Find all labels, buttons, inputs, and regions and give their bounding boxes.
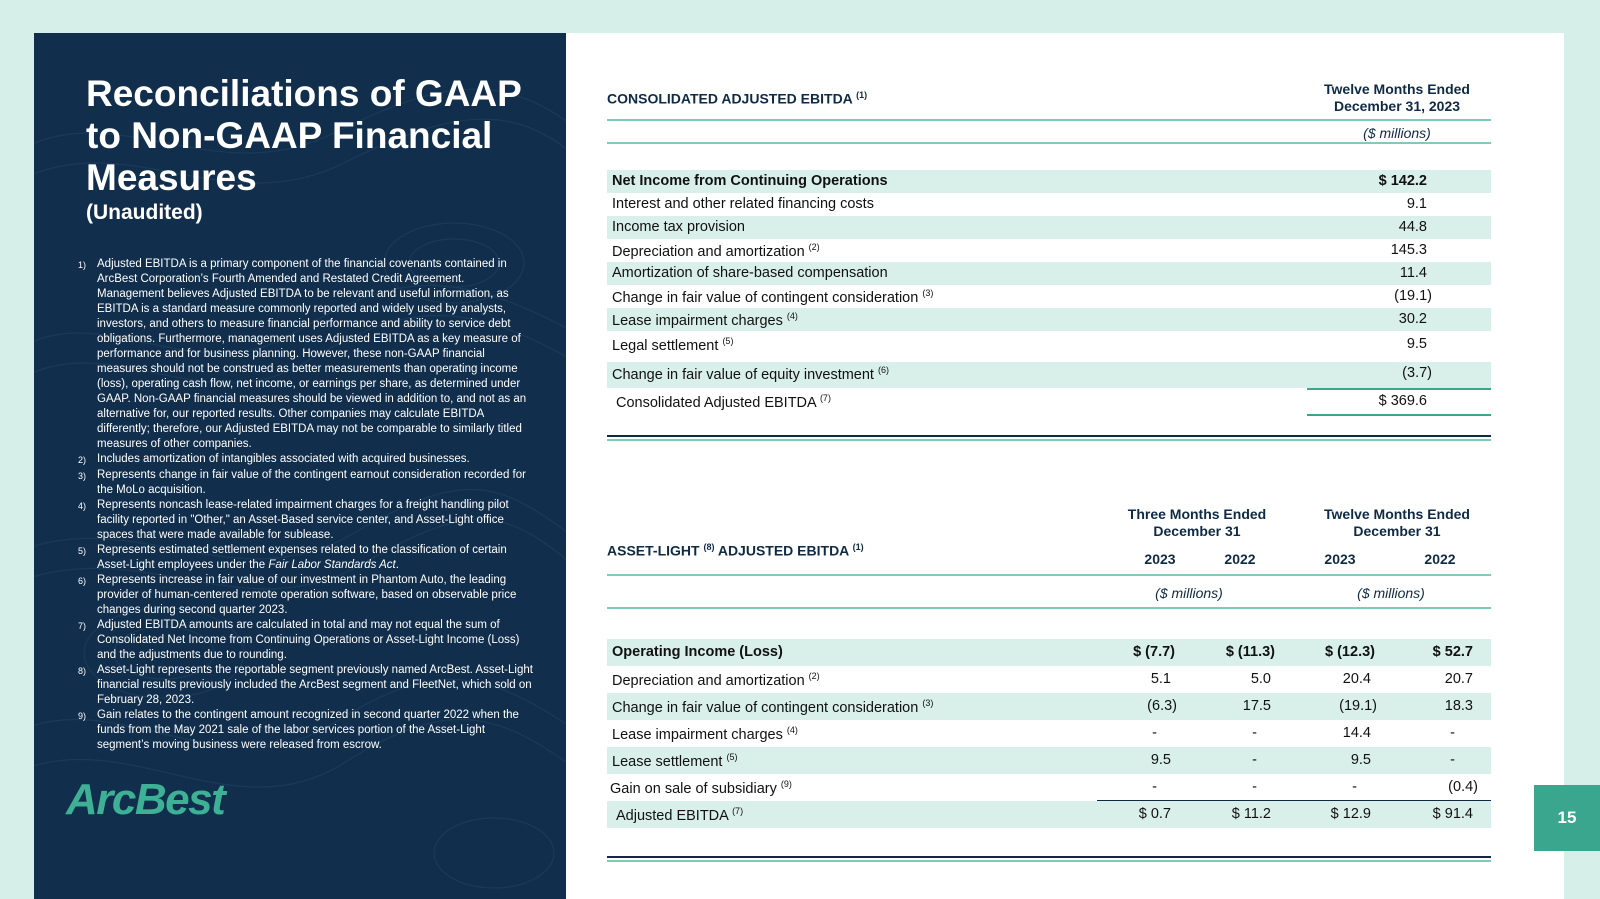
- year-header: 2023: [1324, 551, 1356, 567]
- table-row: Income tax provision 44.8: [607, 216, 1491, 239]
- page-title: Reconciliations of GAAP to Non-GAAP Financial Measures: [86, 73, 522, 198]
- footnote: 3) Represents change in fair value of the contingent earnout consideration recorded for the MoLo acquisition.: [78, 469, 526, 496]
- arcbest-logo: ArcBest: [66, 775, 225, 824]
- footnote: 1) Adjusted EBITDA is a primary component of the financial covenants contained in ArcBest Corporation’s Fourth Amended and Restated Credit Agreement. Management believes Adjusted EBITDA to be relevant and useful information, as EBITDA is a standard measure commonly reported and widely used by analysts, investors, and others to measure financial performance and ability to service debt obligations. Furthermore, management uses Adjusted EBITDA as a key measure of performance and for business planning. However, these non-GAAP financial measures should not be construed as better measurements than operating income (loss), operating cash flow, net income, or earnings per share, as determined under GAAP. Non-GAAP financial measures should be viewed in addition to, and not as an alternative for, our reported results. Other companies may calculate EBITDA differently; therefore, our Adjusted EBITDA may not be comparable to similarly titled measures of other companies.: [78, 258, 527, 450]
- table-row: Lease settlement $^{(5)}$ 9.5 - 9.5 -: [607, 747, 1491, 774]
- table-row: Depreciation and amortization $^{(2)}$ 5.1 5.0 20.4 20.7: [612, 671, 1473, 689]
- table-row: Legal settlement $^{(5)}$ 9.5: [612, 336, 1427, 354]
- table-row: Net Income from Continuing Operations $ 142.2: [607, 170, 1491, 193]
- total-rule: [1307, 414, 1491, 416]
- footnote: 6) Represents increase in fair value of our investment in Phantom Auto, the leading provider of human-centered remote operation software, based on observable price changes during second quarter 2023.: [78, 574, 517, 616]
- table-row: Gain on sale of subsidiary $^{(9)}$ - - - (0.4): [610, 779, 1478, 797]
- slide: [34, 33, 1564, 899]
- section-divider: [607, 439, 1491, 441]
- footnote: 2) Includes amortization of intangibles associated with acquired businesses.: [78, 453, 470, 465]
- table-row: Change in fair value of contingent consideration $^{(3)}$ (19.1): [612, 288, 1432, 306]
- three-months-header: Three Months Ended December 31: [1127, 506, 1267, 539]
- footnote: 9) Gain relates to the contingent amount recognized in second quarter 2022 when the funds from the May 2021 sale of the labor services portion of the Asset-Light segment’s moving business were released from escrow.: [78, 709, 519, 751]
- table-row: Interest and other related financing costs 9.1: [612, 196, 1427, 212]
- table-row: Operating Income (Loss) $ (7.7) $ (11.3) $ (12.3) $ 52.7: [607, 639, 1491, 666]
- year-header: 2022: [1224, 551, 1256, 567]
- left-panel: [34, 33, 566, 899]
- year-header: 2023: [1144, 551, 1176, 567]
- table-row: Lease impairment charges $^{(4)}$ 30.2: [607, 308, 1491, 331]
- divider: [607, 119, 1491, 121]
- table-row: Adjusted EBITDA $^{(7)}$ $ 0.7 $ 11.2 $ 12.9 $ 91.4: [607, 801, 1491, 828]
- section-divider: [607, 856, 1491, 858]
- page-number: 15: [1534, 785, 1600, 851]
- table-row: Depreciation and amortization $^{(2)}$ 145.3: [612, 242, 1427, 260]
- twelve-months-header: Twelve Months Ended December 31: [1324, 506, 1470, 539]
- section-divider: [607, 435, 1491, 437]
- divider: [607, 574, 1491, 576]
- footnote: 5) Represents estimated settlement expenses related to the classification of certain Asset-Light employees under the Fair Labor Standards Act.: [78, 544, 507, 571]
- units-label: ($ millions): [1155, 585, 1223, 601]
- consolidated-column-header: Twelve Months Ended December 31, 2023: [1324, 81, 1470, 114]
- consolidated-table-title: CONSOLIDATED ADJUSTED EBITDA $^{(1)}$: [607, 90, 868, 107]
- divider: [607, 607, 1491, 609]
- page-subtitle: (Unaudited): [86, 201, 203, 224]
- table-row: Change in fair value of contingent consideration $^{(3)}$ (6.3) 17.5 (19.1) 18.3: [607, 693, 1491, 720]
- units-label: ($ millions): [1357, 585, 1425, 601]
- section-divider: [607, 860, 1491, 862]
- table-row: Amortization of share-based compensation 11.4: [607, 262, 1491, 285]
- asset-light-table-title: ASSET-LIGHT $^{(8)}$ ADJUSTED EBITDA $^{(1)}$: [607, 542, 864, 559]
- footnote: 8) Asset-Light represents the reportable segment previously named ArcBest. Asset-Light financial results previously included the ArcBest segment and FleetNet, which sold on February 28, 2023.: [78, 664, 533, 706]
- year-header: 2022: [1424, 551, 1456, 567]
- table-row: Lease impairment charges $^{(4)}$ - - 14.4 -: [612, 725, 1455, 743]
- footnotes-list: [78, 257, 534, 753]
- footnote: 4) Represents noncash lease-related impairment charges for a freight handling pilot facility reported in "Other," an Asset-Based service center, and Asset-Light office spaces that were made available for sublease.: [78, 499, 509, 541]
- divider: [607, 142, 1491, 144]
- table-row: Change in fair value of equity investment $^{(6)}$ (3.7): [607, 362, 1491, 388]
- consolidated-units: ($ millions): [1363, 125, 1431, 141]
- table-row: Consolidated Adjusted EBITDA $^{(7)}$ $ 369.6: [616, 393, 1427, 411]
- footnote: 7) Adjusted EBITDA amounts are calculated in total and may not equal the sum of Consolidated Net Income from Continuing Operations or Asset-Light Income (Loss) and the adjustments due to rounding.: [78, 619, 520, 661]
